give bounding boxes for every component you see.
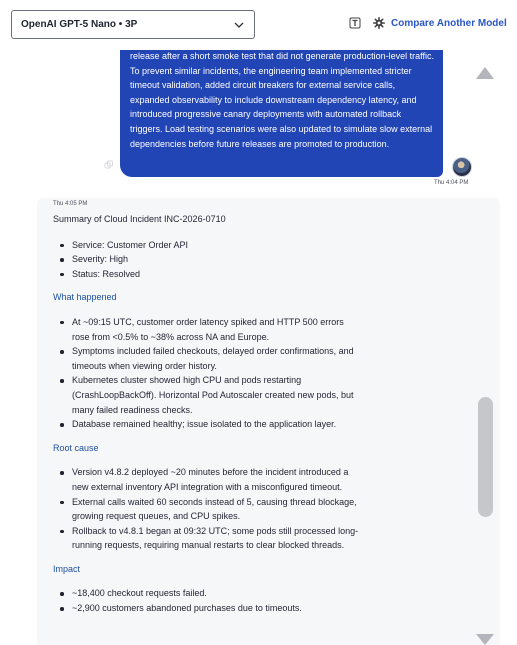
assistant-message-content: [53, 212, 363, 616]
list-item: ~18,400 checkout requests failed.: [72, 586, 363, 601]
user-avatar: [452, 157, 472, 177]
list-item: ~2,900 customers abandoned purchases due to timeouts.: [72, 601, 363, 616]
text-format-icon[interactable]: [349, 17, 361, 29]
list-item: Symptoms included failed checkouts, delayed order confirmations, and timeouts when viewing order history.: [72, 344, 363, 373]
top-bar: [0, 0, 517, 50]
list-item: Database remained healthy; issue isolated to the application layer.: [72, 417, 363, 432]
list-item: Severity: High: [72, 252, 363, 267]
list-item: Status: Resolved: [72, 267, 363, 282]
list-item: Service: Customer Order API: [72, 238, 363, 253]
user-message-text: release after a short smoke test that did not generate production-level traffic. To prevent similar incidents, the engineering team implemented stricter timeout validation, added circuit breakers for external service calls, expanded observability to include downstream dependency latency, and introduced progressive canary deployments with automated rollback triggers. Load testing scenarios were also updated to simulate slow external dependencies before future releases are promoted to production.: [130, 51, 435, 149]
model-select-label: OpenAI GPT-5 Nano • 3P: [21, 19, 138, 30]
scrollbar-thumb[interactable]: [478, 397, 493, 517]
list-item: Version v4.8.2 deployed ~20 minutes before the incident introduced a new external inventory API integration with a misconfigured timeout.: [72, 465, 363, 494]
summary-title: Summary of Cloud Incident INC-2026-0710: [53, 214, 226, 224]
compare-another-model-link[interactable]: Compare Another Model: [391, 18, 507, 29]
gear-icon[interactable]: [373, 17, 385, 29]
user-message-timestamp: Thu 4:04 PM: [434, 180, 469, 186]
copy-icon[interactable]: [104, 160, 114, 170]
root-cause-list: [53, 465, 363, 553]
section-heading: What happened: [53, 292, 117, 303]
incident-meta-list: [53, 238, 363, 282]
list-item: Kubernetes cluster showed high CPU and pods restarting (CrashLoopBackOff). Horizontal Pod Autoscaler created new pods, but many failed readiness checks.: [72, 373, 363, 417]
assistant-message-timestamp: Thu 4:05 PM: [53, 201, 88, 207]
what-happened-list: [53, 315, 363, 432]
section-heading: Root cause: [53, 442, 99, 453]
scroll-up-arrow[interactable]: [476, 67, 494, 79]
impact-list: [53, 586, 363, 615]
list-item: External calls waited 60 seconds instead of 5, causing thread blockage, growing request queues, and CPU spikes.: [72, 495, 363, 524]
scroll-down-arrow[interactable]: [476, 634, 494, 645]
chevron-down-icon: [233, 19, 245, 31]
section-heading: Impact: [53, 563, 81, 574]
list-item: Rollback to v4.8.1 began at 09:32 UTC; some pods still processed long-running requests, requiring manual restarts to clear blocked threads.: [72, 524, 363, 553]
chat-area[interactable]: [0, 50, 517, 645]
user-message-bubble: [120, 50, 443, 177]
model-select-dropdown[interactable]: [11, 10, 255, 39]
list-item: At ~09:15 UTC, customer order latency spiked and HTTP 500 errors rose from <0.5% to ~38% across NA and Europe.: [72, 315, 363, 344]
